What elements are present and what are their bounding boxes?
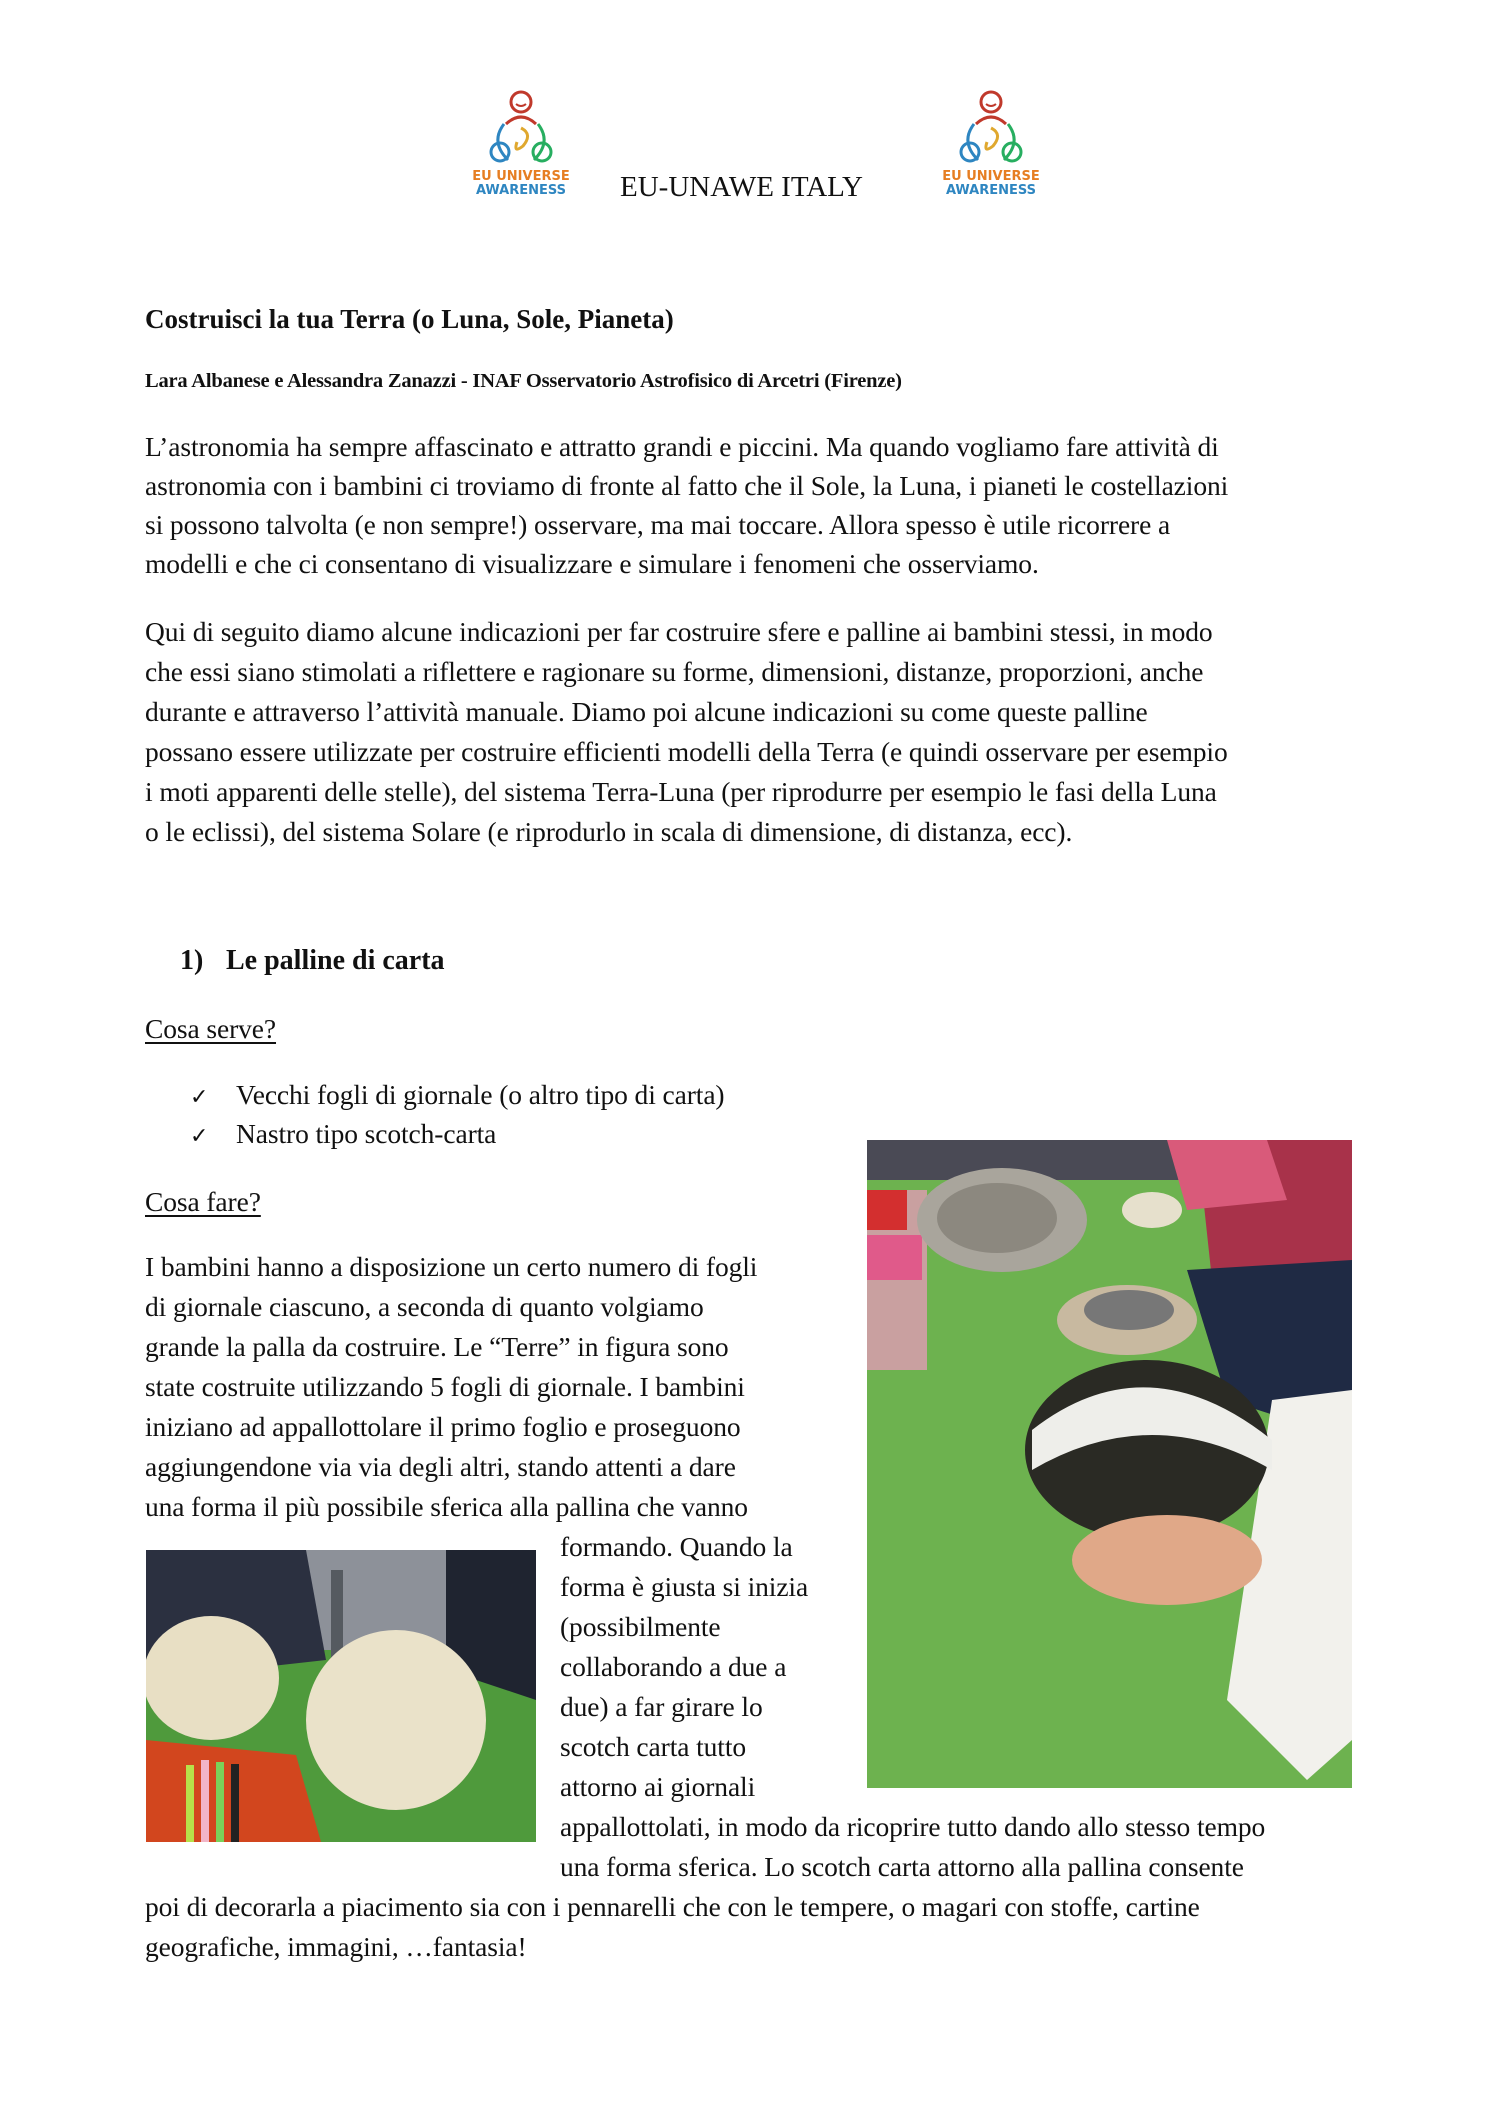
svg-text:EU UNIVERSE: EU UNIVERSE: [942, 169, 1040, 184]
svg-text:EU UNIVERSE: EU UNIVERSE: [472, 169, 570, 184]
paragraph-line: che essi siano stimolati a riflettere e ragionare su forme, dimensioni, distanze, proporzioni, anche: [145, 656, 1204, 687]
paragraph-line: Qui di seguito diamo alcune indicazioni per far costruire sfere e palline ai bambini stessi, in modo: [145, 616, 1213, 647]
paragraph-line: attorno ai giornali: [560, 1771, 756, 1802]
paragraph-line: I bambini hanno a disposizione un certo numero di fogli: [145, 1251, 758, 1282]
material-item-label: Nastro tipo scotch-carta: [236, 1118, 497, 1149]
paragraph-line: iniziano ad appallottolare il primo foglio e proseguono: [145, 1411, 741, 1442]
paragraph-line: state costruite utilizzando 5 fogli di giornale. I bambini: [145, 1371, 745, 1402]
paragraph-line: di giornale ciascuno, a seconda di quanto volgiamo: [145, 1291, 704, 1322]
document-authors: Lara Albanese e Alessandra Zanazzi - INAF Osservatorio Astrofisico di Arcetri (Firenze): [145, 370, 902, 392]
material-item-label: Vecchi fogli di giornale (o altro tipo di carta): [236, 1079, 725, 1110]
paragraph-line: una forma il più possibile sferica alla pallina che vanno: [145, 1491, 748, 1522]
paragraph-line: i moti apparenti delle stelle), del sistema Terra-Luna (per riprodurre per esempio le fasi della Luna: [145, 776, 1217, 807]
check-icon: ✓: [190, 1085, 209, 1110]
check-icon: ✓: [190, 1124, 209, 1149]
eu-universe-awareness-logo-left: [466, 88, 576, 200]
eu-universe-awareness-logo-right: [936, 88, 1046, 200]
paragraph-line: aggiungendone via via degli altri, stando attenti a dare: [145, 1451, 736, 1482]
paragraph-line: astronomia con i bambini ci troviamo di fronte al fatto che il Sole, la Luna, i pianeti le costellazioni: [145, 470, 1229, 501]
document-title: Costruisci la tua Terra (o Luna, Sole, Pianeta): [145, 304, 674, 334]
photo-image: [867, 1140, 1352, 1788]
section-number: 1): [180, 945, 204, 976]
paragraph-line: possano essere utilizzate per costruire efficienti modelli della Terra (e quindi osservare per esempio: [145, 736, 1228, 767]
paragraph-line: si possono talvolta (e non sempre!) osservare, ma mai toccare. Allora spesso è utile ricorrere a: [145, 509, 1171, 540]
what-needed-label: Cosa serve?: [145, 1013, 277, 1044]
logo-graphic-icon: [936, 88, 1046, 200]
paragraph-line: modelli e che ci consentano di visualizzare e simulare i fenomeni che osserviamo.: [145, 548, 1039, 579]
paragraph-line: due) a far girare lo: [560, 1691, 763, 1722]
material-item: [190, 1117, 496, 1154]
material-item: [190, 1078, 725, 1115]
paragraph-line: (possibilmente: [560, 1611, 721, 1642]
paragraph-line: collaborando a due a: [560, 1651, 787, 1682]
header-title: EU-UNAWE ITALY: [620, 171, 863, 203]
svg-text:AWARENESS: AWARENESS: [475, 183, 567, 198]
paragraph-line: durante e attraverso l’attività manuale. Diamo poi alcune indicazioni su come queste palline: [145, 696, 1148, 727]
section-title: Le palline di carta: [226, 945, 445, 976]
paragraph-line: formando. Quando la: [560, 1531, 793, 1562]
photo-finished-paper-balls: [146, 1550, 536, 1842]
photo-children-making-balls: [867, 1140, 1352, 1788]
what-to-do-label: Cosa fare?: [145, 1186, 261, 1217]
paragraph-line: forma è giusta si inizia: [560, 1571, 809, 1602]
paragraph-line: L’astronomia ha sempre affascinato e attratto grandi e piccini. Ma quando vogliamo fare attività di: [145, 431, 1219, 462]
logo-graphic-icon: [466, 88, 576, 200]
paragraph-line: appallottolati, in modo da ricoprire tutto dando allo stesso tempo: [560, 1811, 1266, 1842]
paragraph-line: poi di decorarla a piacimento sia con i pennarelli che con le tempere, o magari con stoffe, cartine: [145, 1891, 1200, 1922]
paragraph-line: o le eclissi), del sistema Solare (e riprodurlo in scala di dimensione, di distanza, ecc).: [145, 816, 1073, 847]
paragraph-line: geografiche, immagini, …fantasia!: [145, 1931, 527, 1962]
svg-text:AWARENESS: AWARENESS: [945, 183, 1037, 198]
paragraph-line: scotch carta tutto: [560, 1731, 747, 1762]
section-heading: [180, 945, 445, 977]
paragraph-line: una forma sferica. Lo scotch carta attorno alla pallina consente: [560, 1851, 1244, 1882]
paragraph-line: grande la palla da costruire. Le “Terre” in figura sono: [145, 1331, 729, 1362]
photo-image: [146, 1550, 536, 1842]
